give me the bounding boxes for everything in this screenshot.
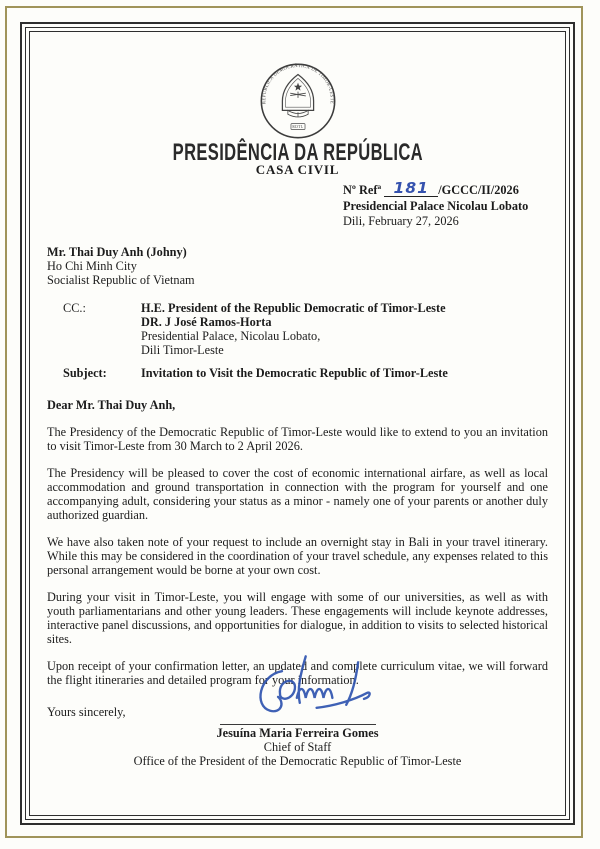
signatory-office: Office of the President of the Democratic Republic of Timor-Leste [133,754,462,768]
recipient-name: Mr. Thai Duy Anh (Johny) [47,245,187,259]
subject-block [47,366,548,380]
recipient-city: Ho Chi Minh City [47,259,137,273]
salutation: Dear Mr. Thai Duy Anh, [47,398,176,412]
closing-row [47,705,548,719]
body-paragraph: During your visit in Timor-Leste, you will engage with some of our universities, as well as with youth parliamentarians and other young leaders. These engagements will include keynote addresses, interactive panel discussions, and opportunities for dialogue, in addition to visits to selected historical sites. [47,590,548,646]
handwritten-signature-icon [220,653,388,725]
cc-line: Dili Timor-Leste [141,343,224,357]
reference-line [343,180,548,197]
cc-lines [141,301,548,357]
recipient-country: Socialist Republic of Vietnam [47,273,195,287]
reference-suffix: /GCCC/II/2026 [438,183,519,197]
subject-text: Invitation to Visit the Democratic Republic of Timor-Leste [141,366,448,380]
closing-text: Yours sincerely, [47,705,126,719]
timor-leste-state-seal-icon [259,62,337,140]
cc-line: DR. J José Ramos-Horta [141,315,272,329]
org-title: PRESIDÊNCIA DA REPÚBLICA [172,137,423,166]
body-paragraph: The Presidency of the Democratic Republic of Timor-Leste would like to extend to you an invitation to visit Timor-Leste from 30 March to 2 April 2026. [47,425,548,453]
reference-label: Nº Refª [343,183,382,197]
letter-content [47,62,548,768]
recipient-block [47,245,548,287]
date-line: Dili, February 27, 2026 [343,214,459,228]
body-paragraph: Upon receipt of your confirmation letter, an updated and complete curriculum vitae, we will forward the flight itineraries and detailed program for your information. [47,659,548,687]
reference-block [343,180,548,228]
subject-label: Subject: [63,366,107,380]
reference-number-handwritten: 181 [384,180,438,197]
body-paragraph: We have also taken note of your request to include an overnight stay in Bali in your travel itinerary. While this may be considered in the coordination of your travel schedule, any expenses related to this personal arrangement would be borne at your own cost. [47,535,548,577]
body-paragraph: The Presidency will be pleased to cover the cost of economic international airfare, as well as local accommodation and ground transportation in connection with the program for yourself and one accompanying adult, considering your status as a minor - namely one of your parents or another duly authorized guardian. [47,466,548,522]
org-subtitle: CASA CIVIL [255,162,340,177]
seal-book-icon [287,110,307,117]
cc-line: Presidential Palace, Nicolau Lobato, [141,329,321,343]
letterhead [47,62,548,177]
palace-line: Presidencial Palace Nicolau Lobato [343,199,529,213]
cc-line: H.E. President of the Republic Democratic of Timor-Leste [141,301,446,315]
signatory-title: Chief of Staff [263,740,332,754]
seal-ring-text: REPÚBLICA DEMOCRÁTICA DE TIMOR-LESTE [261,63,334,105]
cc-label: CC.: [63,301,86,315]
seal-banner-text: RDTL [291,125,304,130]
seal-arms-icon [290,92,306,98]
cc-block [47,301,548,357]
signatory-name: Jesuína Maria Ferreira Gomes [216,726,379,740]
seal-star-icon [293,83,301,91]
